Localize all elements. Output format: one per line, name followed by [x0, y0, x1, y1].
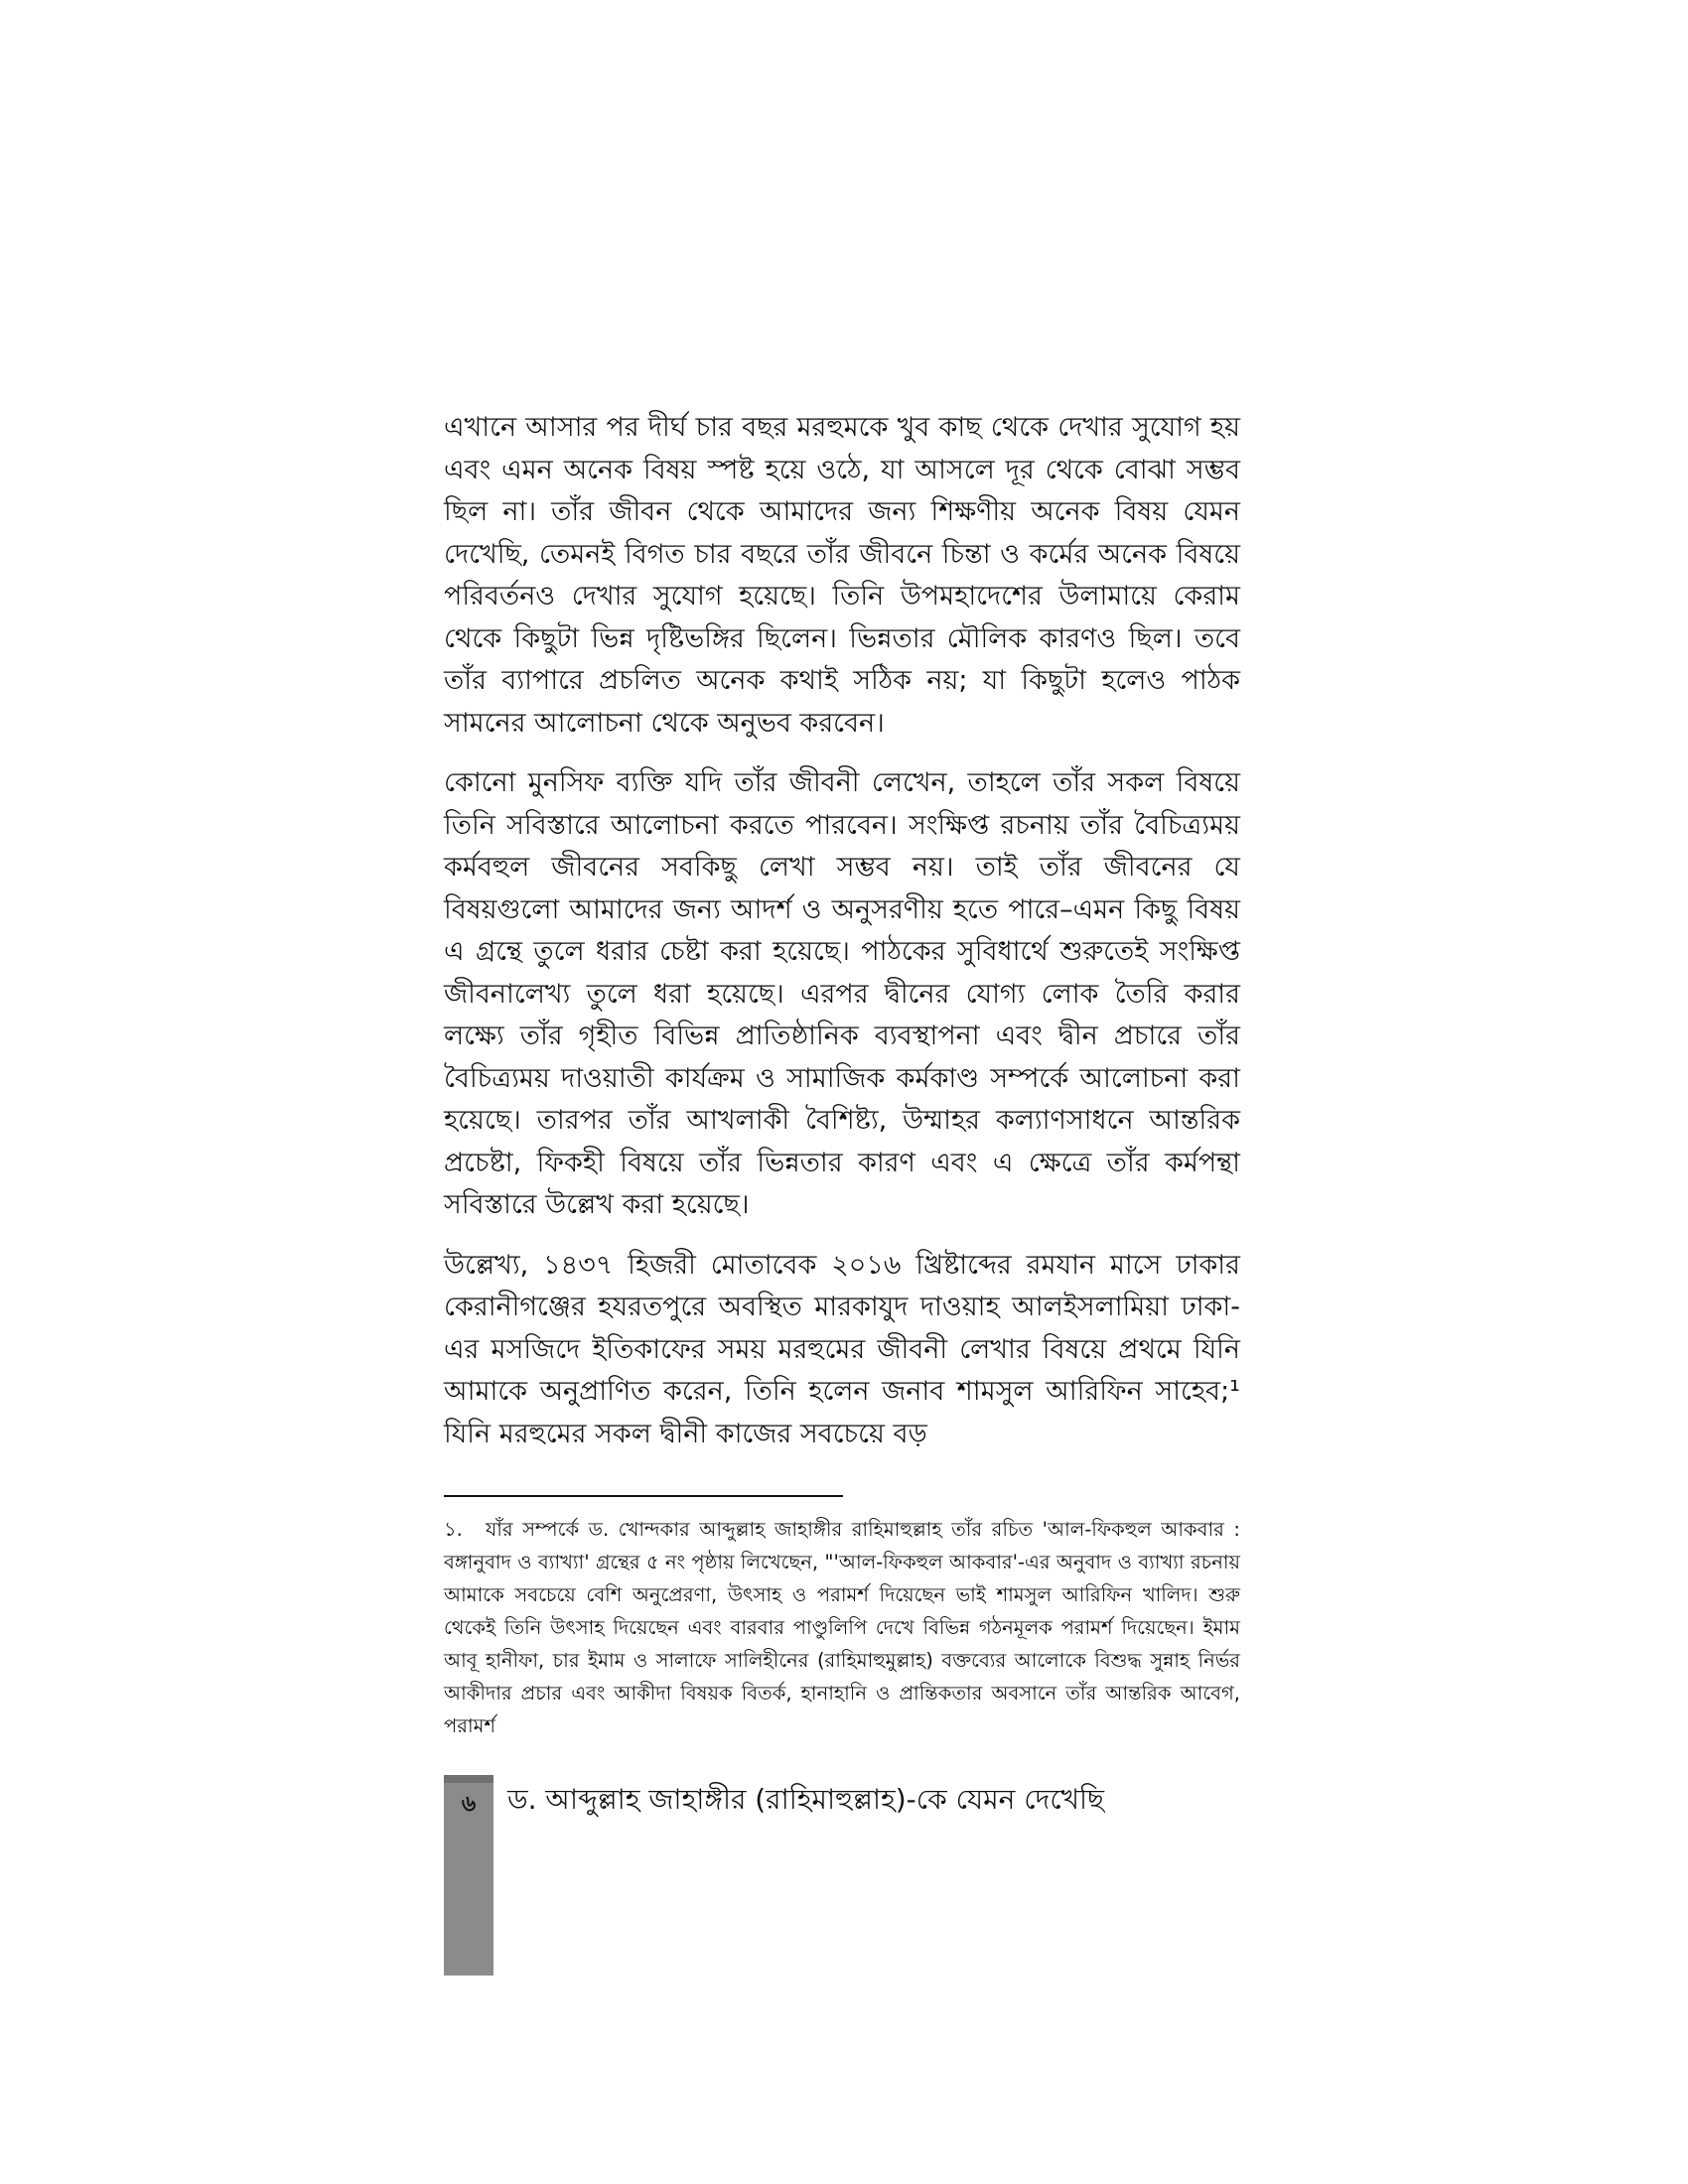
footnote-separator — [444, 1495, 843, 1497]
footnote-number: ১. — [444, 1518, 463, 1541]
paragraph-2: কোনো মুনসিফ ব্যক্তি যদি তাঁর জীবনী লেখেন, তাহলে তাঁর সকল বিষয়ে তিনি সবিস্তারে আলোচনা করতে পারবেন। সংক্ষিপ্ত রচনায় তাঁর বৈচিত্র্যময় কর্মবহুল জীবনের সবকিছু লেখা সম্ভব নয়। তাই তাঁর জীবনের যে বিষয়গুলো আমাদের জন্য আদর্শ ও অনুসরণীয় হতে পারে–এমন কিছু বিষয় এ গ্রন্থে তুলে ধরার চেষ্টা করা হয়েছে। পাঠকের সুবিধার্থে শুরুতেই সংক্ষিপ্ত জীবনালেখ্য তুলে ধরা হয়েছে। এরপর দ্বীনের যোগ্য লোক তৈরি করার লক্ষ্যে তাঁর গৃহীত বিভিন্ন প্রাতিষ্ঠানিক ব্যবস্থাপনা এবং দ্বীন প্রচারে তাঁর বৈচিত্র্যময় দাওয়াতী কার্যক্রম ও সামাজিক কর্মকাণ্ড সম্পর্কে আলোচনা করা হয়েছে। তারপর তাঁর আখলাকী বৈশিষ্ট্য, উম্মাহর কল্যাণসাধনে আন্তরিক প্রচেষ্টা, ফিকহী বিষয়ে তাঁর ভিন্নতার কারণ এবং এ ক্ষেত্রে তাঁর কর্মপন্থা সবিস্তারে উল্লেখ করা হয়েছে। — [444, 767, 1240, 1220]
footnote-text: যাঁর সম্পর্কে ড. খোন্দকার আব্দুল্লাহ জাহাঙ্গীর রাহিমাহুল্লাহ তাঁর রচিত 'আল-ফিকহুল আকবার : বঙ্গানুবাদ ও ব্যাখ্যা' গ্রন্থের ৫ নং পৃষ্ঠায় লিখেছেন, "'আল-ফিকহুল আকবার'-এর অনুবাদ ও ব্যাখ্যা রচনায় আমাকে সবচেয়ে বেশি অনুপ্রেরণা, উৎসাহ ও পরামর্শ দিয়েছেন ভাই শামসুল আরিফিন খালিদ। শুরু থেকেই তিনি উৎসাহ দিয়েছেন এবং বারবার পাণ্ডুলিপি দেখে বিভিন্ন গঠনমূলক পরামর্শ দিয়েছেন। ইমাম আবূ হানীফা, চার ইমাম ও সালাফে সালিহীনের (রাহিমাহুমুল্লাহ) বক্তব্যের আলোকে বিশুদ্ধ সুন্নাহ নির্ভর আকীদার প্রচার এবং আকীদা বিষয়ক বিতর্ক, হানাহানি ও প্রান্তিকতার অবসানে তাঁর আন্তরিক আবেগ, পরামর্শ — [444, 1518, 1240, 1737]
page-number: ৬ — [461, 1792, 477, 1817]
paragraph-3: উল্লেখ্য, ১৪৩৭ হিজরী মোতাবেক ২০১৬ খ্রিষ্টাব্দের রমযান মাসে ঢাকার কেরানীগঞ্জের হযরতপুরে অবস্থিত মারকাযুদ দাওয়াহ আলইসলামিয়া ঢাকা-এর মসজিদে ইতিকাফের সময় মরহুমের জীবনী লেখার বিষয়ে প্রথমে যিনি আমাকে অনুপ্রাণিত করেন, তিনি হলেন জনাব শামসুল আরিফিন সাহেব;¹ যিনি মরহুমের সকল দ্বীনী কাজের সবচেয়ে বড় — [444, 1249, 1240, 1449]
footer-tab-top — [444, 1775, 493, 1783]
paragraph-1: এখানে আসার পর দীর্ঘ চার বছর মরহুমকে খুব কাছ থেকে দেখার সুযোগ হয় এবং এমন অনেক বিষয় স্পষ্ট হয়ে ওঠে, যা আসলে দূর থেকে বোঝা সম্ভব ছিল না। তাঁর জীবন থেকে আমাদের জন্য শিক্ষণীয় অনেক বিষয় যেমন দেখেছি, তেমনই বিগত চার বছরে তাঁর জীবনে চিন্তা ও কর্মের অনেক বিষয়ে পরিবর্তনও দেখার সুযোগ হয়েছে। তিনি উপমহাদেশের উলামায়ে কেরাম থেকে কিছুটা ভিন্ন দৃষ্টিভঙ্গির ছিলেন। ভিন্নতার মৌলিক কারণও ছিল। তবে তাঁর ব্যাপারে প্রচলিত অনেক কথাই সঠিক নয়; যা কিছুটা হলেও পাঠক সামনের আলোচনা থেকে অনুভব করবেন। — [444, 412, 1240, 739]
running-title: ড. আব্দুল্লাহ জাহাঙ্গীর (রাহিমাহুল্লাহ)-কে যেমন দেখেছি — [507, 1783, 1104, 1816]
main-text — [444, 407, 1240, 1473]
footnote — [444, 1513, 1240, 1742]
